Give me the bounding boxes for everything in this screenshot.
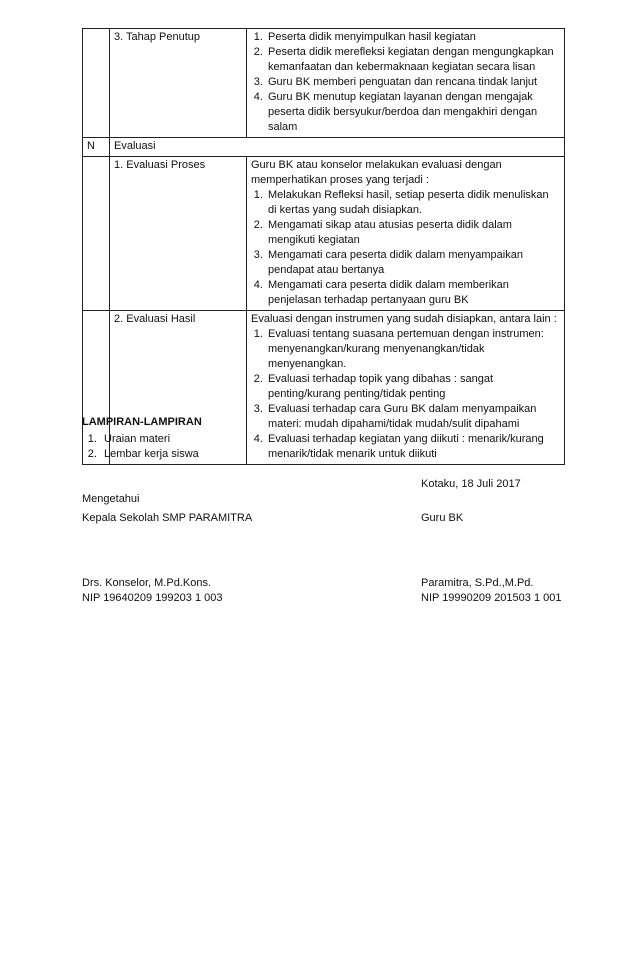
activity-cell	[247, 157, 565, 311]
section-title: Evaluasi	[110, 138, 565, 157]
cell-intro: Evaluasi dengan instrumen yang sudah disiapkan, antara lain :	[251, 313, 557, 325]
cell-intro: Guru BK atau konselor melakukan evaluasi dengan memperhatikan proses yang terjadi :	[251, 159, 502, 186]
activity-cell	[247, 29, 565, 138]
list-item: 2. Mengamati sikap atau atusias peserta didik dalam mengikuti kegiatan	[266, 218, 560, 248]
list-item: 4. Evaluasi terhadap kegiatan yang diikuti : menarik/kurang menarik/tidak menarik untuk diikuti	[266, 432, 560, 462]
list-item: 1. Melakukan Refleksi hasil, setiap peserta didik menuliskan di kertas yang sudah disiapkan.	[266, 188, 560, 218]
table-cell	[83, 157, 110, 311]
attachments-title: LAMPIRAN-LAMPIRAN	[82, 416, 202, 428]
acknowledge-label: Mengetahui	[82, 493, 140, 505]
table-row	[83, 29, 565, 138]
place-date: Kotaku, 18 Juli 2017	[421, 478, 521, 490]
teacher-role: Guru BK	[421, 512, 464, 524]
attachments-section	[82, 415, 202, 462]
principal-name: Drs. Konselor, M.Pd.Kons.	[82, 577, 211, 589]
list-item: 2. Lembar kerja siswa	[100, 447, 202, 462]
evaluation-table	[82, 28, 565, 465]
process-evaluation-list	[251, 188, 560, 308]
list-item: 4. Guru BK menutup kegiatan layanan dengan mengajak peserta didik bersyukur/berdoa dan mengakhiri dengan salam	[266, 90, 560, 135]
list-item: 2. Evaluasi terhadap topik yang dibahas : sangat penting/kurang penting/tidak penting	[266, 372, 560, 402]
attachments-list	[82, 432, 202, 462]
list-item: 3. Evaluasi terhadap cara Guru BK dalam menyampaikan materi: mudah dipahami/tidak mudah/sulit dipahami	[266, 402, 560, 432]
teacher-nip: NIP 19990209 201503 1 001	[421, 592, 562, 604]
activity-cell	[247, 311, 565, 465]
list-item: 1. Peserta didik menyimpulkan hasil kegiatan	[266, 30, 560, 45]
list-item: 3. Guru BK memberi penguatan dan rencana tindak lanjut	[266, 75, 560, 90]
list-item: 1. Uraian materi	[100, 432, 202, 447]
stage-cell: 2. Evaluasi Hasil	[110, 311, 247, 465]
list-item: 4. Mengamati cara peserta didik dalam memberikan penjelasan terhadap pertanyaan guru BK	[266, 278, 560, 308]
closing-steps-list	[251, 30, 560, 135]
list-item: 3. Mengamati cara peserta didik dalam menyampaikan pendapat atau bertanya	[266, 248, 560, 278]
result-evaluation-list	[251, 327, 560, 462]
table-row	[83, 157, 565, 311]
stage-cell: 3. Tahap Penutup	[110, 29, 247, 138]
list-item: 1. Evaluasi tentang suasana pertemuan dengan instrumen: menyenangkan/kurang menyenangkan/tidak menyenangkan.	[266, 327, 560, 372]
table-row	[83, 138, 565, 157]
stage-cell: 1. Evaluasi Proses	[110, 157, 247, 311]
list-item: 2. Peserta didik merefleksi kegiatan dengan mengungkapkan kemanfaatan dan kebermaknaan kegiatan secara lisan	[266, 45, 560, 75]
table-cell	[83, 29, 110, 138]
section-code: N	[83, 138, 110, 157]
principal-nip: NIP 19640209 199203 1 003	[82, 592, 223, 604]
principal-role: Kepala Sekolah SMP PARAMITRA	[82, 512, 253, 524]
teacher-name: Paramitra, S.Pd.,M.Pd.	[421, 577, 534, 589]
